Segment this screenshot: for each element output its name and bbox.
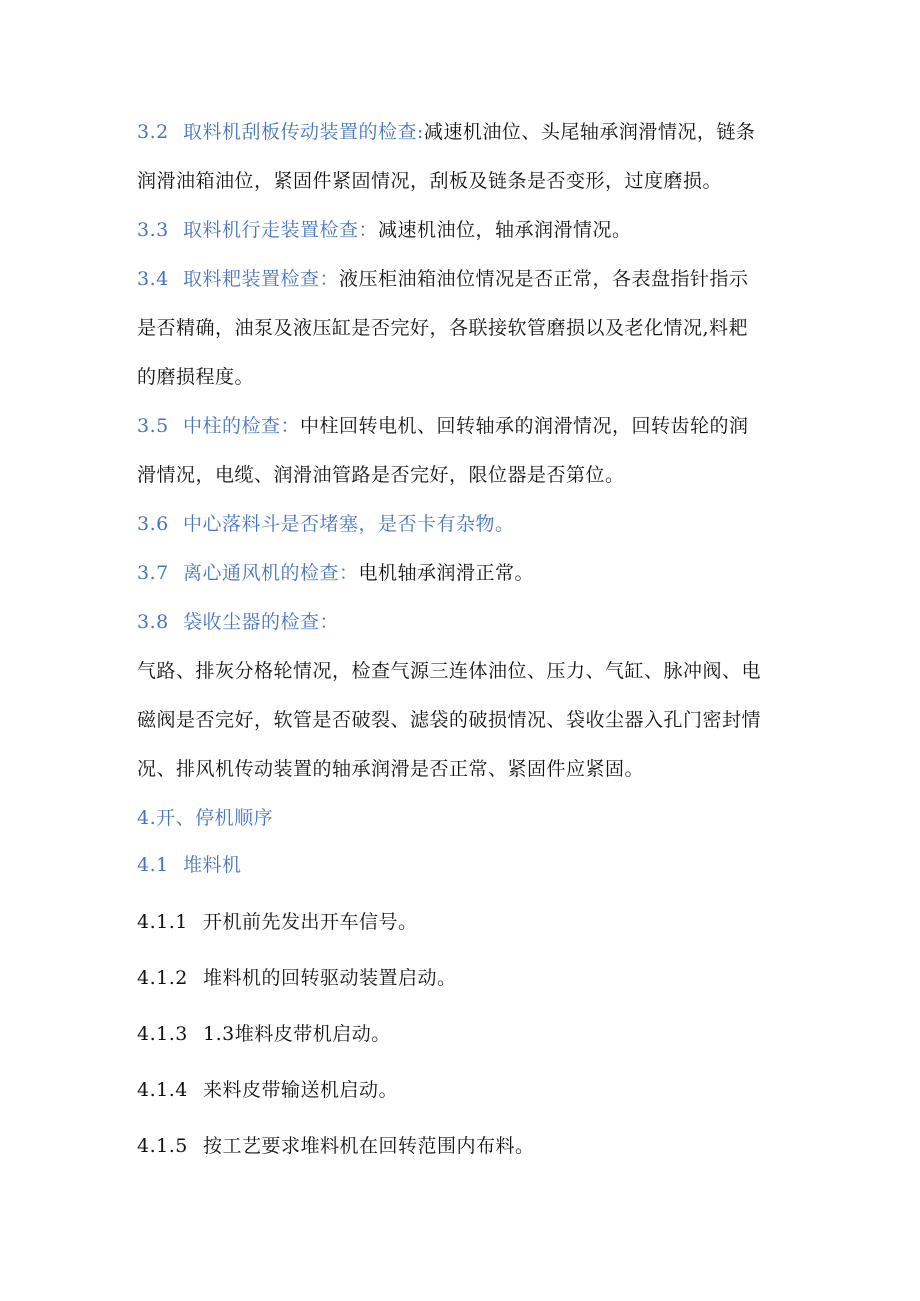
section-heading: 取料耙装置检查：: [183, 268, 340, 290]
list-item: [137, 1022, 797, 1046]
section-heading: 袋收尘器的检查：: [183, 611, 340, 633]
section-3-4-line-1: [137, 267, 797, 291]
section-3-4-line-3: 的磨损程度。: [137, 366, 255, 388]
item-text: 来料皮带输送机启动。: [203, 1079, 399, 1101]
item-text: 按工艺要求堆料机在回转范围内布料。: [203, 1135, 535, 1157]
list-item: [137, 1134, 797, 1158]
section-3-8-line-1: [137, 610, 797, 634]
list-item: [137, 966, 797, 990]
section-3-2-line-2: 润滑油箱油位，紧固件紧固情况，刮板及链条是否变形，过度磨损。: [137, 170, 723, 192]
item-number: 4.1.3: [137, 1023, 188, 1045]
item-number: 4.1.5: [137, 1135, 188, 1157]
item-text: 堆料机的回转驱动装置启动。: [203, 967, 457, 989]
section-number: 3.8: [137, 611, 169, 633]
section-number: 3.6: [137, 513, 169, 535]
section-heading: 中柱的检查：: [183, 415, 301, 437]
section-text: 液压柜油箱油位情况是否正常，各表盘指针指示: [339, 268, 749, 290]
section-heading: 堆料机: [183, 854, 242, 876]
list-item: [137, 910, 797, 934]
section-text: 减速机油位，轴承润滑情况。: [378, 219, 632, 241]
section-number: 4.1: [137, 854, 169, 876]
section-number: 3.3: [137, 219, 169, 241]
item-number: 4.1.4: [137, 1079, 188, 1101]
section-number: 3.2: [137, 121, 169, 143]
section-heading: 离心通风机的检查：: [183, 562, 359, 584]
section-3-3-line-1: [137, 218, 797, 242]
section-heading: 取料机刮板传动装置的检查:: [183, 121, 424, 143]
section-3-5-line-1: [137, 414, 797, 438]
section-3-8-line-2: 气路、排灰分格轮情况，检查气源三连体油位、压力、气缸、脉冲阀、电: [137, 660, 762, 682]
section-3-8-line-4: 况、排风机传动装置的轴承润滑是否正常、紧固件应紧固。: [137, 758, 645, 780]
section-text: 减速机油位、头尾轴承润滑情况，链条: [423, 121, 756, 143]
list-item: [137, 1078, 797, 1102]
section-3-5-line-2: 滑情况，电缆、润滑油管路是否完好，限位器是否第位。: [137, 464, 625, 486]
section-number: 3.4: [137, 268, 169, 290]
section-number: 3.5: [137, 415, 169, 437]
section-3-4-line-2: 是否精确，油泵及液压缸是否完好，各联接软管磨损以及老化情况,料耙: [137, 317, 749, 339]
section-3-2-line-1: [137, 120, 797, 144]
item-text: 开机前先发出开车信号。: [203, 911, 418, 933]
section-heading: 取料机行走装置检查：: [183, 219, 379, 241]
section-text: 电机轴承润滑正常。: [358, 562, 535, 584]
section-4-1-heading: [137, 853, 797, 877]
item-number: 4.1.1: [137, 911, 188, 933]
section-4-heading: 4.开、停机顺序: [137, 807, 274, 829]
section-heading: 中心落料斗是否堵塞，是否卡有杂物。: [183, 513, 515, 535]
item-number: 4.1.2: [137, 967, 188, 989]
section-3-6-line-1: [137, 512, 797, 536]
section-text: 中柱回转电机、回转轴承的润滑情况，回转齿轮的润: [300, 415, 749, 437]
section-3-8-line-3: 磁阀是否完好，软管是否破裂、滤袋的破损情况、袋收尘器入孔门密封情: [137, 709, 762, 731]
section-3-7-line-1: [137, 561, 797, 585]
section-number: 3.7: [137, 562, 169, 584]
item-text: 1.3堆料皮带机启动。: [203, 1023, 391, 1045]
